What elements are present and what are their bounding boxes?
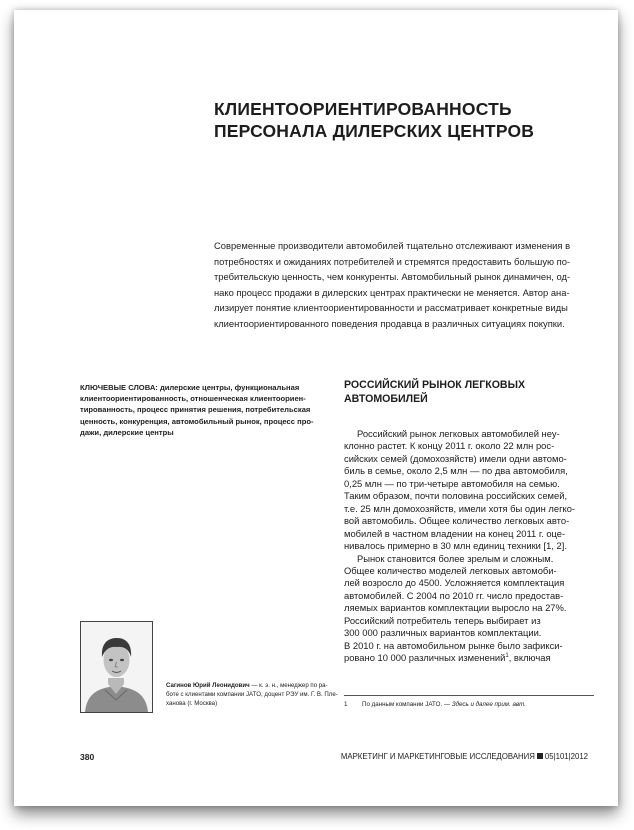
page-number: 380 xyxy=(80,752,95,762)
body-line: Российский потребитель теперь выбирает из xyxy=(344,614,541,626)
journal-page xyxy=(14,10,618,806)
section-heading-line-1: РОССИЙСКИЙ РЫНОК ЛЕГКОВЫХ xyxy=(344,379,526,391)
body-line: Российский рынок легковых автомобилей неу- xyxy=(357,428,560,439)
body-line: Общее количество моделей легковых автомоби- xyxy=(344,564,557,576)
abstract-line: потребностях и ожиданиях потребителей и стремятся предоставить большую по- xyxy=(214,255,571,267)
article-title xyxy=(214,98,594,142)
body-line: Таким образом, почти половина российских семей, xyxy=(344,490,568,502)
author-info xyxy=(166,681,338,708)
square-bullet-icon xyxy=(537,753,543,759)
journal-issue: 05|101|2012 xyxy=(544,752,588,761)
author-line-2: боте с клиентами компании JATO, доцент РЭУ им. Г. В. Пле- xyxy=(166,691,338,698)
footnote-number: 1 xyxy=(344,701,348,708)
footnote-ref: 1 xyxy=(505,653,509,660)
body-line: клонно растет. К концу 2011 г. около 22 млн рос- xyxy=(344,440,555,452)
keywords-block xyxy=(80,382,330,438)
article-body xyxy=(344,428,614,665)
body-last-text: ровано 10 000 различных изменений xyxy=(344,652,506,664)
keywords-line: тированность, процесс принятия решения, потребительская xyxy=(80,405,311,415)
author-line-1 xyxy=(166,681,326,690)
body-line: В 2010 г. на автомобильном рынке было зафикси- xyxy=(344,639,563,651)
body-line: Рынок становится более зрелым и сложным. xyxy=(357,552,554,564)
abstract-line: Современные производители автомобилей тщательно отслеживают изменения в xyxy=(214,240,571,251)
body-line: мобилей в частном владении на конец 2011 г. оце- xyxy=(344,527,566,539)
article-title-line-1: КЛИЕНТООРИЕНТИРОВАННОСТЬ xyxy=(214,99,512,119)
body-line-last xyxy=(344,652,614,664)
body-line: т.е. 25 млн домохозяйств, имели хотя бы один легко- xyxy=(344,502,576,514)
body-line: нивалось примерно в 30 млн единиц техники [1, 2]. xyxy=(344,540,567,552)
journal-name: МАРКЕТИНГ И МАРКЕТИНГОВЫЕ ИССЛЕДОВАНИЯ xyxy=(340,752,535,761)
abstract-line: нако процесс продажи в дилерских центрах практически не меняется. Автор ана- xyxy=(214,286,570,298)
abstract-line: лизирует понятие клиентоориентированности и рассматривает конкретные виды xyxy=(214,302,568,314)
abstract-line: клиентоориентированного поведения продавца в различных ситуациях покупки. xyxy=(214,317,565,329)
footnote xyxy=(344,700,604,709)
body-line: ляемых вариантов комплектации выросло на 27%. xyxy=(344,602,567,614)
footnote-italic: Здесь и далее прим. авт. xyxy=(451,701,526,708)
body-line: 300 000 различных вариантов комплектации. xyxy=(344,627,542,639)
body-line: автомобилей. С 2004 по 2010 гг. число предостав- xyxy=(344,589,564,601)
author-portrait-image xyxy=(81,622,152,712)
author-line-3: ханова (г. Москва) xyxy=(166,700,218,707)
section-heading xyxy=(344,379,604,406)
section-heading-line-2: АВТОМОБИЛЕЙ xyxy=(344,392,428,405)
body-line: лей возросло до 4500. Усложняется комплектация xyxy=(344,577,565,589)
author-photo xyxy=(80,621,153,713)
keywords-line: дажи, дилерские центры xyxy=(80,427,174,437)
body-line: биль в семье, около 2,5 млн — по два автомобиля, xyxy=(344,465,568,477)
keywords-line: ценность, конкуренция, автомобильный рынок, процесс про- xyxy=(80,416,314,426)
author-credentials: — к. э. н., менеджер по ра- xyxy=(249,682,328,689)
abstract-line: требительскую ценность, чем конкуренты. Автомобильный рынок динамичен, од- xyxy=(214,271,571,283)
body-line: вой автомобиль. Общее количество легковых авто- xyxy=(344,515,570,527)
body-line: сийских семей (домохозяйств) имели одни автомо- xyxy=(344,452,567,464)
body-line: 0,25 млн — по три-четыре автомобиля на семью. xyxy=(344,477,560,489)
abstract xyxy=(214,238,609,332)
journal-footer xyxy=(341,752,588,761)
body-last-tail: , включая xyxy=(508,652,551,664)
footnote-divider xyxy=(344,695,594,696)
author-name: Сагинов Юрий Леонидович xyxy=(166,682,250,689)
keywords-line: клиентоориентированность, отношенческая клиентоориен- xyxy=(80,394,306,404)
keywords-line: КЛЮЧЕВЫЕ СЛОВА: дилерские центры, функциональная xyxy=(80,383,300,392)
footnote-text: По данным компании JATO. — xyxy=(362,701,452,708)
article-title-line-2: ПЕРСОНАЛА ДИЛЕРСКИХ ЦЕНТРОВ xyxy=(214,121,535,141)
